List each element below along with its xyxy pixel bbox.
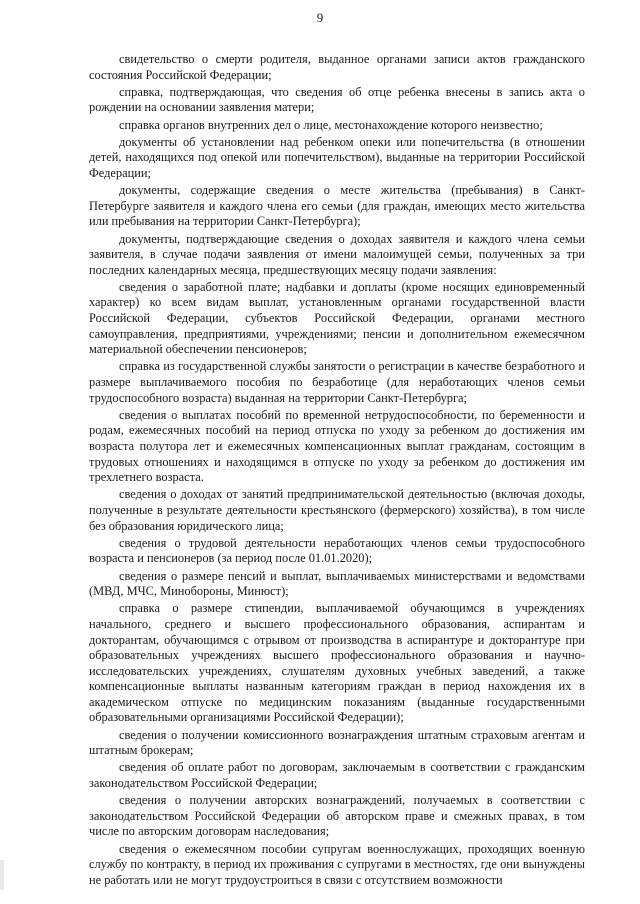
paragraph-police-certificate: справка органов внутренних дел о лице, местонахождение которого неизвестно; bbox=[119, 117, 543, 132]
paragraph-income-documents: документы, подтверждающие сведения о доходах заявителя и каждого члена семьи заявителя, в случае подачи заявления от имени малоимущей семьи, полученных за три последних календарных месяца, предшествующих месяцу подачи заявления: bbox=[89, 231, 585, 277]
paragraph-contract-payments: сведения об оплате работ по договорам, заключаемым в соответствии с гражданским законодательством Российской Федерации; bbox=[89, 760, 585, 791]
page-number: 9 bbox=[316, 10, 324, 25]
paragraph-residence-documents: документы, содержащие сведения о месте жительства (пребывания) в Санкт-Петербурге заявителя и каждого члена его семьи (для граждан, имеющих место жительства или пребывания на территории Санкт-Петербурга); bbox=[89, 183, 585, 229]
paragraph-unemployment-certificate: справка из государственной службы занятости о регистрации в качестве безработного и размере выплачиваемого пособия по безработице (для неработающих членов семьи трудоспособного возраста) выданная на территории Санкт-Петербурга; bbox=[89, 359, 585, 405]
paragraph-insurance-commission: сведения о получении комиссионного вознаграждения штатным страховым агентам и штатным брокерам; bbox=[89, 727, 585, 758]
paragraph-stipend-certificate: справка о размере стипендии, выплачиваемой обучающимся в учреждениях начального, среднего и высшего профессионального образования, аспирантам и докторантам, обучающимся с отрывом от производства в аспирантуре и докторантуре при образовательных учреждениях высшего профессионального образования и научно-исследовательских учреждениях, слушателям духовных учебных заведений, а также компенсационные выплаты названным категориям граждан в период нахождения их в академическом отпуске по медицинским показаниям (выданные государственными образовательными организациями Российской Федерации); bbox=[89, 601, 585, 725]
paragraph-business-income: сведения о доходах от занятий предпринимательской деятельностью (включая доходы, полученные в результате деятельности крестьянского (фермерского) хозяйства), в том числе без образования юридического лица; bbox=[89, 487, 585, 533]
paragraph-salary-info: сведения о заработной плате; надбавки и доплаты (кроме носящих единовременный характер) ко всем видам выплат, установленным органами государственной власти Российской Федерации, субъектов Российской Федерации, органами местного самоуправления, предприятиями, учреждениями; пенсии и дополнительном ежемесячном материальной обеспечении пенсионеров; bbox=[89, 279, 585, 357]
document-body bbox=[89, 52, 585, 890]
paragraph-guardianship-documents: документы об установлении над ребенком опеки или попечительства (в отношении детей, находящихся под опекой или попечительством), выданные на территории Российской Федерации; bbox=[89, 134, 585, 180]
paragraph-sick-leave-benefits: сведения о выплатах пособий по временной нетрудоспособности, по беременности и родам, ежемесячных пособий на период отпуска по уходу за ребенком до достижения им возраста полутора лет и ежемесячных компенсационных выплат гражданам, состоящим в трудовых отношениях и находящимся в отпуске по уходу за ребенком до достижения им трехлетнего возраста. bbox=[89, 407, 585, 485]
paragraph-employment-history: сведения о трудовой деятельности неработающих членов семьи трудоспособного возраста и пенсионеров (за период после 01.01.2020); bbox=[89, 535, 585, 566]
paragraph-royalties: сведения о получении авторских вознаграждений, получаемых в соответствии с законодательством Российской Федерации об авторском праве и смежных правах, в том числе по авторским договорам наследования; bbox=[89, 793, 585, 839]
paragraph-ministry-pensions: сведения о размере пенсий и выплат, выплачиваемых министерствами и ведомствами (МВД, МЧС, Минобороны, Минюст); bbox=[89, 568, 585, 599]
paragraph-military-spouse-allowance: сведения о ежемесячном пособии супругам военнослужащих, проходящих военную службу по контракту, в период их проживания с супругами в местностях, где они вынуждены не работать или не могут трудоустроиться в связи с отсутствием возможности bbox=[89, 841, 585, 887]
scan-edge-mark bbox=[0, 860, 4, 890]
paragraph-father-info-certificate: справка, подтверждающая, что сведения об отце ребенка внесены в запись акта о рождении на основании заявления матери; bbox=[89, 84, 585, 115]
paragraph-death-certificate: свидетельство о смерти родителя, выданное органами записи актов гражданского состояния Российской Федерации; bbox=[89, 52, 585, 82]
